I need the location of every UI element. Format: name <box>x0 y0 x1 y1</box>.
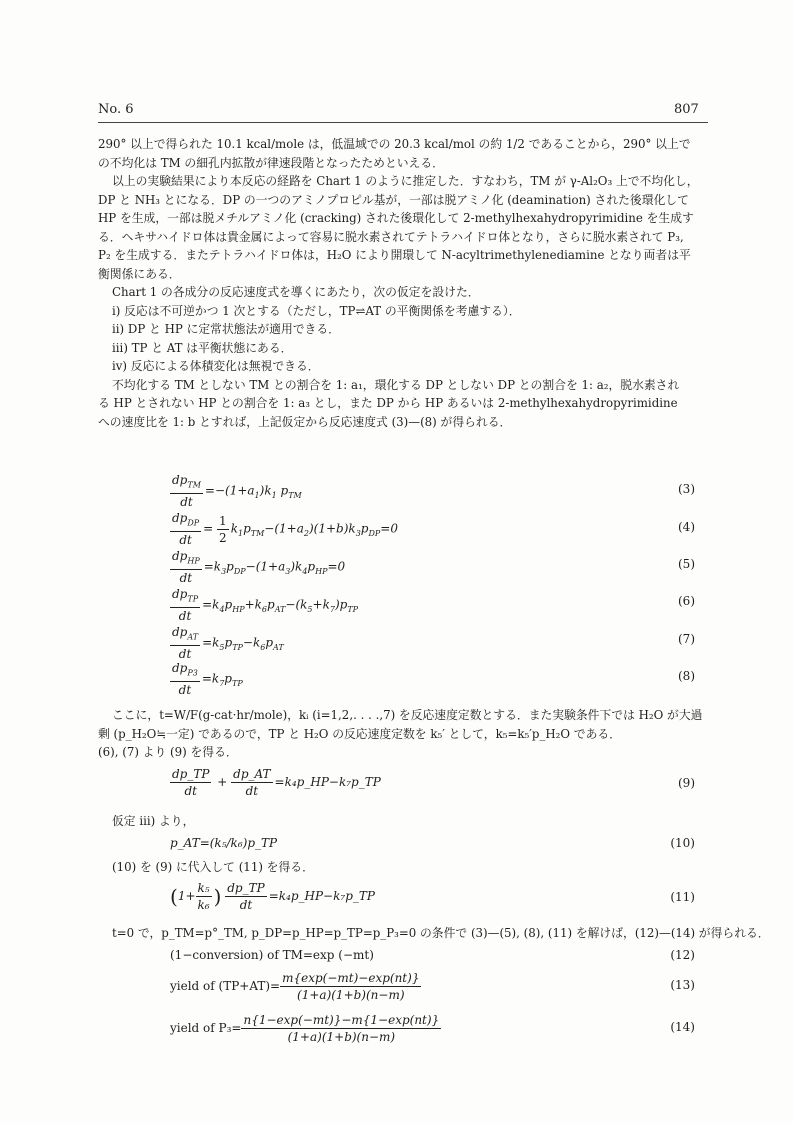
equation-number: (11) <box>670 890 695 904</box>
equation-number: (10) <box>670 836 695 850</box>
equation-7: $\frac{dp_{AT}}{dt}$ $=k_5p_{TP}-k_6p_{AT}$ <box>172 625 284 662</box>
equation-number: (9) <box>678 776 695 790</box>
text-line: 剰 (p_H₂O≒一定) であるので，TP と H₂O の反応速度定数を k₅′ として，k₅=k₅′p_H₂O である． <box>98 726 621 741</box>
equation-number: (7) <box>678 632 695 646</box>
text-line: 不均化する TM としない TM との割合を 1: a₁，環化する DP としない DP との割合を 1: a₂，脱水素され <box>112 377 680 392</box>
text-line: DP と NH₃ とになる．DP の一つのアミノプロピル基が，一部は脱アミノ化 (deamination) された後環化して <box>98 192 689 207</box>
equation-number: (3) <box>678 482 695 496</box>
equation-number: (4) <box>678 520 695 534</box>
equation-11: (1+ $\frac{\text{k₅}}{\text{k₆}}$ ) $\frac{dp\_TP}{dt}$ =k₄p_HP−k₇p_TP <box>170 881 375 912</box>
text-line: ここに，t=W/F(g-cat·hr/mole)，kᵢ (i=1,2,. . . .,7) を反応速度定数とする．また実験条件下では H₂O が大過 <box>112 708 703 722</box>
text-line: 290° 以上で得られた 10.1 kcal/mole は，低温域での 20.3 kcal/mol の約 1/2 であることから，290° 以上で <box>98 137 691 151</box>
equation-9: $\frac{dp\_TP}{dt}$ + $\frac{dp\_AT}{dt}$ =k₄p_HP−k₇p_TP <box>172 767 381 798</box>
equation-8: $\frac{dp_{P3}}{dt}$ $=k_7p_{TP}$ <box>172 661 243 698</box>
equation-3: $\frac{dp_{TM}}{dt}$ $=-(1+a_1)k_1$ $p_{TM}$ <box>172 473 302 510</box>
text-line: 衡関係にある． <box>98 266 181 281</box>
equation-number: (5) <box>678 557 695 571</box>
equation-number: (12) <box>670 948 695 962</box>
condition-text: t=0 で，p_TM=p°_TM, p_DP=p_HP=p_TP=p_P₃=0 の条件で (3)—(5), (8), (11) を解けば，(12)—(14) が得られる． <box>112 926 770 940</box>
text-line: る HP とされない HP との割合を 1: a₃ とし，また DP から HP あるいは 2-methylhexahydropyrimidine <box>98 396 678 410</box>
substitution-text: (10) を (9) に代入して (11) を得る． <box>112 860 314 874</box>
assumption-item: iii) TP と AT は平衡状態にある． <box>112 340 293 355</box>
issue-number: No. 6 <box>98 102 134 117</box>
equation-13: yield of (TP+AT)= $\frac{m\{\exp(-mt)-\exp(nt)\}}{(1+a)(1+b)(n-m)}$ <box>170 971 420 1002</box>
equation-number: (13) <box>670 978 695 992</box>
text-line: P₂ を生成する．またテトラハイドロ体は，H₂O により開環して N-acyltrimethylenediamine となり両者は平 <box>98 248 691 262</box>
text-line: への速度比を 1: b とすれば，上記仮定から反応速度式 (3)—(8) が得られる． <box>98 414 512 429</box>
definition-paragraph <box>98 706 710 762</box>
equation-4: $\frac{dp_{DP}}{dt}$ = $\frac{1}{2}$ $k_1p_{TM}-(1+a_2)(1+b)k_3p_{DP}=0$ <box>172 511 398 548</box>
assumption-item: i) 反応は不可逆かつ 1 次とする（ただし，TP⇌AT の平衡関係を考慮する）． <box>112 303 521 318</box>
text-line: 以上の実験結果により本反応の経路を Chart 1 のように推定した．すなわち，TM が γ-Al₂O₃ 上で不均化し， <box>112 174 699 188</box>
text-line: る．ヘキサハイドロ体は貴金属によって容易に脱水素されてテトラハイドロ体となり，さらに脱水素されて P₃, <box>98 229 684 244</box>
assumption-item: iv) 反応による体積変化は無視できる． <box>112 359 320 373</box>
assumption-reference: 仮定 iii) より， <box>112 814 195 828</box>
assumption-item: ii) DP と HP に定常状態法が適用できる． <box>112 322 340 336</box>
text-line: (6), (7) より (9) を得る． <box>98 745 238 759</box>
equation-10: p_AT=(k₅/k₆)p_TP <box>170 836 278 850</box>
equation-6: $\frac{dp_{TP}}{dt}$ $=k_4p_{HP}+k_6p_{AT}-(k_5+k_7)p_{TP}$ <box>172 587 359 624</box>
equation-number: (6) <box>678 594 695 608</box>
intro-paragraph <box>98 135 710 431</box>
equation-12: (1−conversion) of TM=exp (−mt) <box>170 948 374 962</box>
equation-number: (14) <box>670 1020 695 1034</box>
equation-number: (8) <box>678 669 695 683</box>
equation-14: yield of P₃= $\frac{n\{1-\exp(-mt)\}-m\{1-\exp(nt)\}}{(1+a)(1+b)(n-m)}$ <box>170 1013 440 1044</box>
equation-5: $\frac{dp_{HP}}{dt}$ $=k_3p_{DP}-(1+a_3)k_4p_{HP}=0$ <box>172 549 346 586</box>
page-number: 807 <box>674 102 699 117</box>
text-line: HP を生成，一部は脱メチルアミノ化 (cracking) された後環化して 2-methylhexahydropyrimidine を生成す <box>98 211 694 225</box>
text-line: Chart 1 の各成分の反応速度式を導くにあたり，次の仮定を設けた． <box>112 285 480 299</box>
text-line: の不均化は TM の細孔内拡散が律速段階となったためといえる． <box>98 155 444 170</box>
header-rule <box>98 122 708 123</box>
